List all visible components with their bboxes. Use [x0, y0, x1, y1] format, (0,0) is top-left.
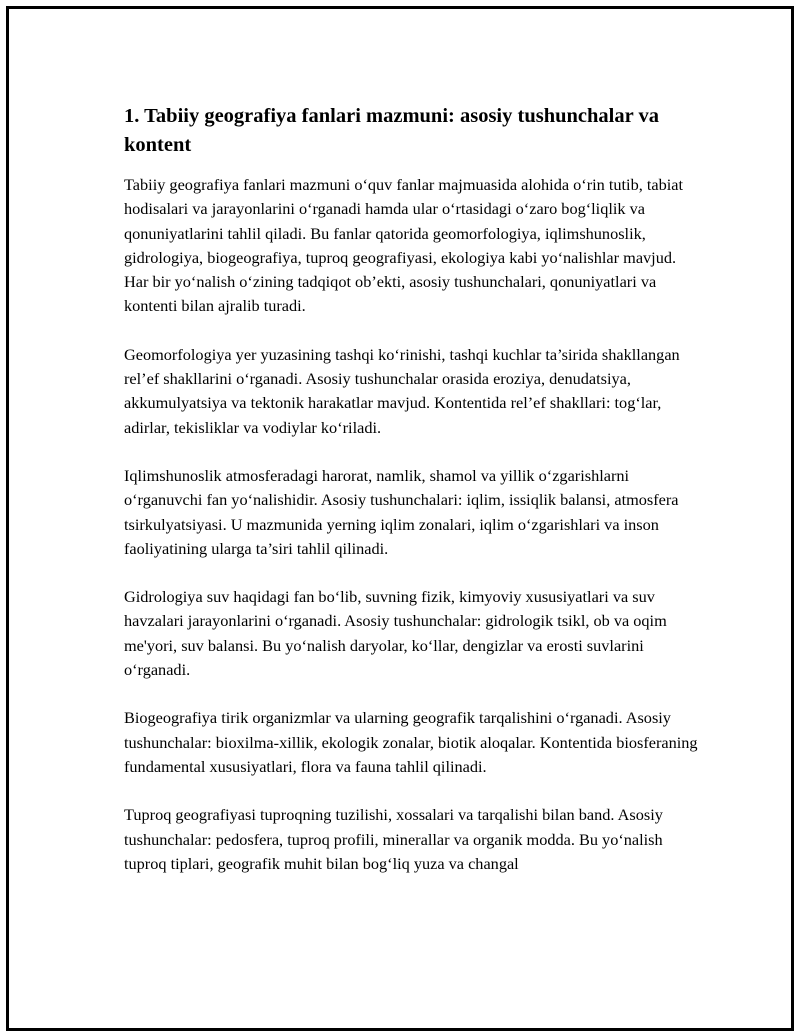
page-frame [6, 6, 794, 1031]
paragraph-iqlimshunoslik: Iqlimshunoslik atmosferadagi harorat, namlik, shamol va yillik o‘zgarishlarni o‘rganuvchi fan yo‘nalishidir. Asosiy tushunchalari: iqlim, issiqlik balansi, atmosfera tsirkulyatsiyasi. U mazmunida yerning iqlim zonalari, iqlim o‘zgarishlari va inson faoliyatining ularga ta’siri tahlil qilinadi. [124, 465, 679, 558]
paragraph-intro: Tabiiy geografiya fanlari mazmuni o‘quv fanlar majmuasida alohida o‘rin tutib, tabiat hodisalari va jarayonlarini o‘rganadi hamda ular o‘rtasidagi o‘zaro bog‘liqlik va qonuniyatlarini tahlil qiladi. Bu fanlar qatorida geomorfologiya, iqlimshunoslik, gidrologiya, biogeografiya, tuproq geografiyasi, ekologiya kabi yo‘nalishlar mavjud. Har bir yo‘nalish o‘zining tadqiqot ob’ekti, asosiy tushunchalari, qonuniyatlari va kontenti bilan ajralib turadi. [124, 175, 684, 316]
section-heading: 1. Tabiiy geografiya fanlari mazmuni: asosiy tushunchalar va kontent [124, 105, 659, 156]
paragraph-geomorfologiya: Geomorfologiya yer yuzasining tashqi ko‘rinishi, tashqi kuchlar ta’sirida shakllangan rel’ef shakllarini o‘rganadi. Asosiy tushunchalar orasida eroziya, denudatsiya, akkumulyatsiya va tektonik harakatlar mavjud. Kontentida rel’ef shakllari: tog‘lar, adirlar, tekisliklar va vodiylar ko‘riladi. [124, 344, 680, 437]
paragraph-gidrologiya: Gidrologiya suv haqidagi fan bo‘lib, suvning fizik, kimyoviy xususiyatlari va suv havzalari jarayonlarini o‘rganadi. Asosiy tushunchalar: gidrologik tsikl, ob va oqim me'yori, suv balansi. Bu yo‘nalish daryolar, ko‘llar, dengizlar va erosti suvlarini o‘rganadi. [124, 587, 667, 680]
paragraph-tuproq-geografiyasi: Tuproq geografiyasi tuproqning tuzilishi, xossalari va tarqalishi bilan band. Asosiy tushunchalar: pedosfera, tuproq profili, minerallar va organik modda. Bu yo‘nalish tuproq tiplari, geografik muhit bilan bog‘liq yuza va changal [124, 805, 663, 873]
document-body [124, 102, 699, 900]
paragraph-biogeografiya: Biogeografiya tirik organizmlar va ularning geografik tarqalishini o‘rganadi. Asosiy tushunchalar: bioxilma-xillik, ekologik zonalar, biotik aloqalar. Kontentida biosferaning fundamental xususiyatlari, flora va fauna tahlil qilinadi. [124, 708, 698, 776]
